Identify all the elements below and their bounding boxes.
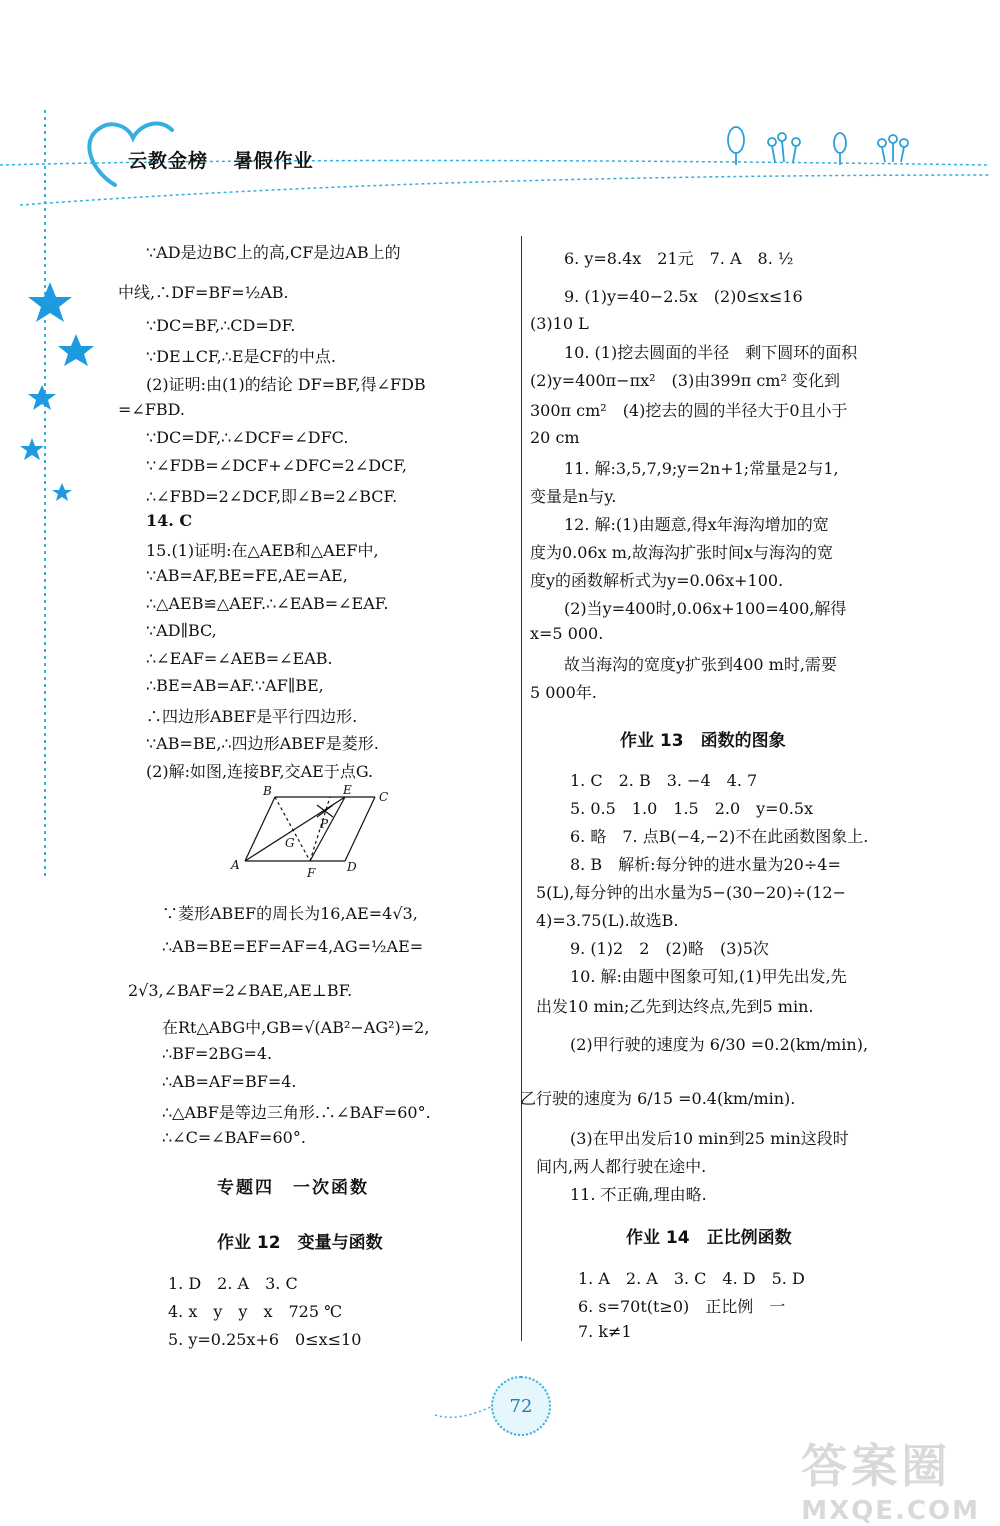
text-line: 故当海沟的宽度y扩张到400 m时,需要 <box>564 655 837 674</box>
watermark <box>801 1430 980 1526</box>
star-icon <box>28 282 72 322</box>
text-line: (2)当y=400时,0.06x+100=400,解得 <box>564 599 847 618</box>
text-line: 度y的函数解析式为y=0.06x+100. <box>530 571 784 590</box>
text-line: 300π cm² (4)挖去的圆的半径大于0且小于 <box>530 401 848 420</box>
text-line: 10. (1)挖去圆面的半径 剩下圆环的面积 <box>564 343 858 362</box>
text-line: 变量是n与y. <box>530 487 617 506</box>
point-label: A <box>231 858 240 872</box>
text-line: 4)=3.75(L).故选B. <box>536 911 679 930</box>
text-line: ∵AB=AF,BE=FE,AE=AE, <box>146 566 348 585</box>
text-line: 1. C 2. B 3. −4 4. 7 <box>570 771 758 790</box>
section-title-hw13: 作业 13 函数的图象 <box>620 731 786 751</box>
text-line: (2)甲行驶的速度为 6/30 =0.2(km/min), <box>570 1035 869 1054</box>
header-title <box>128 146 332 173</box>
text-line: (2)解:如图,连接BF,交AE于点G. <box>146 762 374 781</box>
text-line: =∠FBD. <box>118 400 186 419</box>
text-line: 8. B 解析:每分钟的进水量为20÷4= <box>570 855 841 874</box>
text-line: 在Rt△ABG中,GB=√(AB²−AG²)=2, <box>162 1018 430 1037</box>
text-line: 9. (1)y=40−2.5x (2)0≤x≤16 <box>564 287 803 306</box>
point-label: B <box>263 784 272 798</box>
text-line: 7. k≠1 <box>578 1322 632 1341</box>
text-line: x=5 000. <box>530 624 604 643</box>
text-line: (2)y=400π−πx² (3)由399π cm² 变化到 <box>530 371 840 390</box>
text-line: 10. 解:由题中图象可知,(1)甲先出发,先 <box>570 967 847 986</box>
text-line: ∴BF=2BG=4. <box>162 1044 273 1063</box>
text-line: ∴∠C=∠BAF=60°. <box>162 1128 306 1147</box>
text-line: ∵DE⊥CF,∴E是CF的中点. <box>146 347 336 366</box>
text-line: (3)10 L <box>530 314 589 333</box>
star-icons <box>0 270 110 510</box>
text-line: ∴∠FBD=2∠DCF,即∠B=2∠BCF. <box>146 487 398 506</box>
column-divider <box>521 236 522 1341</box>
text-line: ∵AD是边BC上的高,CF是边AB上的 <box>146 243 401 262</box>
text-line: 12. 解:(1)由题意,得x年海沟增加的宽 <box>564 515 829 534</box>
text-line: ∵菱形ABEF的周长为16,AE=4√3, <box>162 904 418 923</box>
rhombus-figure <box>225 783 389 883</box>
topic-title: 专题四 一次函数 <box>217 1178 369 1198</box>
text-line: 6. s=70t(t≥0) 正比例 一 <box>578 1297 786 1316</box>
brand-name: 云教金榜 <box>128 150 209 172</box>
page-number <box>491 1376 551 1436</box>
point-label: C <box>379 790 389 804</box>
text-line: ∵∠FDB=∠DCF+∠DFC=2∠DCF, <box>146 456 407 475</box>
text-line: ∵DC=DF,∴∠DCF=∠DFC. <box>146 428 349 447</box>
text-line: 14. C <box>146 511 193 530</box>
point-label: P <box>320 817 329 831</box>
text-line: 9. (1)2 2 (2)略 (3)5次 <box>570 939 769 958</box>
point-label: G <box>285 836 295 850</box>
star-icon <box>20 438 44 460</box>
section-title-hw14: 作业 14 正比例函数 <box>626 1228 792 1248</box>
text-line: 出发10 min;乙先到达终点,先到5 min. <box>536 997 814 1016</box>
text-line: 5. y=0.25x+6 0≤x≤10 <box>168 1330 362 1349</box>
text-line: 2√3,∠BAF=2∠BAE,AE⊥BF. <box>128 981 353 1000</box>
page-number-text: 72 <box>509 1395 533 1417</box>
watermark-text: 答案圈 <box>801 1439 952 1493</box>
text-line: ∴AB=BE=EF=AF=4,AG=½AE= <box>162 937 424 956</box>
star-icon <box>28 385 56 410</box>
text-line: 度为0.06x m,故海沟扩张时间x与海沟的宽 <box>530 543 834 562</box>
point-label: F <box>307 866 316 880</box>
text-line: 1. D 2. A 3. C <box>168 1274 298 1293</box>
text-line: 11. 不正确,理由略. <box>570 1185 707 1204</box>
text-line: 6. 略 7. 点B(−4,−2)不在此函数图象上. <box>570 827 869 846</box>
text-line: ∴四边形ABEF是平行四边形. <box>146 707 358 726</box>
text-line: 6. y=8.4x 21元 7. A 8. ½ <box>564 249 794 268</box>
section-title-hw12: 作业 12 变量与函数 <box>217 1233 383 1253</box>
text-line: 5. 0.5 1.0 1.5 2.0 y=0.5x <box>570 799 814 818</box>
text-line: ∴△ABF是等边三角形.∴∠BAF=60°. <box>162 1103 431 1122</box>
text-line: 1. A 2. A 3. C 4. D 5. D <box>578 1269 805 1288</box>
book-subtitle: 暑假作业 <box>233 150 314 172</box>
page-number-swirl <box>430 1395 500 1425</box>
text-line: ∵DC=BF,∴CD=DF. <box>146 316 296 335</box>
text-line: (2)证明:由(1)的结论 DF=BF,得∠FDB <box>146 375 426 394</box>
point-label: E <box>343 783 352 797</box>
flower-icons <box>728 127 908 165</box>
text-line: ∵AD∥BC, <box>146 621 217 640</box>
star-icon <box>58 334 94 366</box>
text-line: 20 cm <box>530 428 580 447</box>
text-line: ∵AB=BE,∴四边形ABEF是菱形. <box>146 734 379 753</box>
text-line: 间内,两人都行驶在途中. <box>536 1157 707 1176</box>
header-decoration <box>0 0 1000 240</box>
text-line: 乙行驶的速度为 6/15 =0.4(km/min). <box>520 1089 796 1108</box>
text-line: ∴△AEB≌△AEF.∴∠EAB=∠EAF. <box>146 594 389 613</box>
text-line: 5(L),每分钟的出水量为5−(30−20)÷(12− <box>536 883 846 902</box>
text-line: 4. x y y x 725 ℃ <box>168 1302 343 1321</box>
text-line: 中线,∴DF=BF=½AB. <box>118 283 289 302</box>
star-icon <box>52 483 72 501</box>
text-line: ∴BE=AB=AF.∵AF∥BE, <box>146 676 324 695</box>
text-line: 15.(1)证明:在△AEB和△AEF中, <box>146 541 379 560</box>
text-line: ∴∠EAF=∠AEB=∠EAB. <box>146 649 333 668</box>
text-line: (3)在甲出发后10 min到25 min这段时 <box>570 1129 849 1148</box>
text-line: 5 000年. <box>530 683 597 702</box>
text-line: ∴AB=AF=BF=4. <box>162 1072 297 1091</box>
watermark-url: MXQE.COM <box>801 1496 980 1526</box>
text-line: 11. 解:3,5,7,9;y=2n+1;常量是2与1, <box>564 459 839 478</box>
point-label: D <box>347 860 357 874</box>
